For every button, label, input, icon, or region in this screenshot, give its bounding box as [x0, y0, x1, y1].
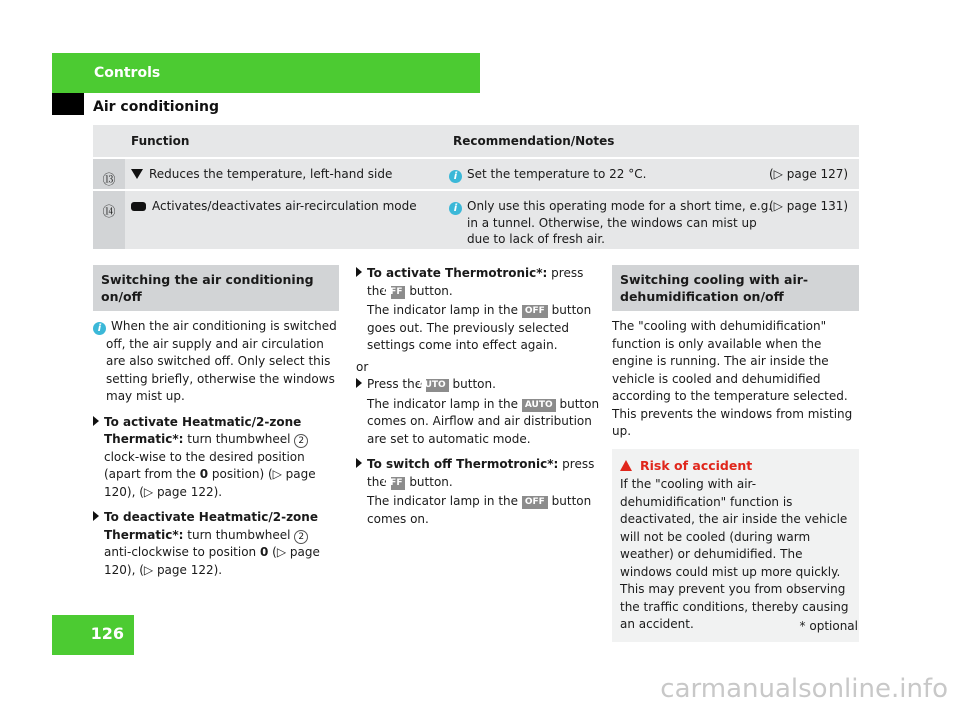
- optional-footnote: * optional: [799, 619, 858, 633]
- recirculation-icon: [131, 202, 146, 211]
- function-table: [93, 125, 859, 251]
- thumbwheel-number: 2: [294, 530, 308, 544]
- section-title: Air conditioning: [93, 99, 219, 115]
- table-header: [93, 125, 859, 159]
- off-button-icon: OFF: [391, 286, 406, 299]
- row-note: i Set the temperature to 22 °C.: [449, 166, 749, 183]
- step-switch-off: To switch off Thermotronic*: press the OFF button.: [356, 456, 602, 491]
- row-ref[interactable]: (▷ page 127): [769, 167, 849, 181]
- arrow-icon: [93, 511, 99, 521]
- auto-button-icon: AUTO: [522, 399, 556, 412]
- arrow-icon: [356, 378, 362, 388]
- dehumidification-body: The "cooling with dehumidification" function is only available when the engine is running. The air inside the vehicle is cooled and dehumidified according to the temperature selected. This prevents the windows from misting up.: [612, 319, 853, 438]
- column-2: [356, 265, 602, 528]
- heading-dehumidification: Switching cooling with air-dehumidification on/off: [612, 265, 859, 311]
- heading-ac-onoff: Switching the air conditioning on/off: [93, 265, 339, 311]
- table-row: [93, 191, 859, 251]
- step-activate: To activate Heatmatic/2-zone Thermatic*: turn thumbwheel 2 clock-wise to the desired position (apart from the 0 position) (▷ page 120), (▷ page 122).: [93, 414, 339, 502]
- thumbwheel-number: 2: [294, 434, 308, 448]
- table-row: [93, 159, 859, 191]
- warning-box: [612, 449, 859, 642]
- step-result: The indicator lamp in the OFF button comes on.: [367, 494, 592, 526]
- step-press-auto: Press the AUTO button.: [356, 376, 602, 394]
- warning-body: If the "cooling with air-dehumidification" function is deactivated, the air inside the vehicle will not be cooled (during warm weather) or dehumidified. The windows could mist up more quickly. This may prevent you from observing the traffic conditions, thereby causing an accident.: [620, 477, 849, 631]
- section-marker: [52, 93, 84, 115]
- chapter-tab: [52, 53, 480, 93]
- row-ref[interactable]: (▷ page 131): [769, 199, 849, 213]
- page-number: 126: [90, 624, 124, 643]
- warning-triangle-icon: [620, 460, 632, 471]
- header-function: Function: [131, 134, 190, 148]
- step-activate-thermotronic: To activate Thermotronic*: press the OFF button.: [356, 265, 602, 300]
- page-number-tab: [52, 615, 134, 655]
- or-label: or: [356, 359, 369, 374]
- column-3: [612, 265, 859, 642]
- column-1: [93, 265, 339, 579]
- arrow-icon: [93, 416, 99, 426]
- off-button-icon: OFF: [391, 477, 406, 490]
- row-number: ⑬: [93, 159, 125, 189]
- warning-title: Risk of accident: [620, 457, 851, 475]
- info-icon: i: [449, 202, 462, 215]
- watermark: carmanualsonline.info: [660, 674, 948, 704]
- header-notes: Recommendation/Notes: [453, 134, 615, 148]
- info-icon: i: [449, 170, 462, 183]
- info-note: i When the air conditioning is switched off, the air supply and air circulation are also switched off. Only select this setting briefly, otherwise the windows may mist up.: [93, 318, 339, 406]
- step-deactivate: To deactivate Heatmatic/2-zone Thermatic*: turn thumbwheel 2 anti-clockwise to position 0 (▷ page 120), (▷ page 122).: [93, 509, 339, 579]
- off-button-icon: OFF: [522, 496, 548, 509]
- arrow-icon: [356, 267, 362, 277]
- arrow-icon: [356, 458, 362, 468]
- off-button-icon: OFF: [522, 305, 548, 318]
- row-function: Activates/deactivates air-recirculation mode: [131, 198, 451, 214]
- info-icon: i: [93, 322, 106, 335]
- step-result: The indicator lamp in the OFF button goes out. The previously selected settings come into effect again.: [367, 303, 592, 352]
- row-number: ⑭: [93, 191, 125, 249]
- step-result: The indicator lamp in the AUTO button comes on. Airflow and air distribution are set to automatic mode.: [367, 396, 600, 446]
- temperature-down-icon: [131, 169, 143, 179]
- row-function: Reduces the temperature, left-hand side: [131, 166, 441, 182]
- chapter-title: Controls: [94, 65, 161, 81]
- row-note: i Only use this operating mode for a short time, e.g. in a tunnel. Otherwise, the windows can mist up due to lack of fresh air.: [449, 198, 775, 247]
- auto-button-icon: AUTO: [426, 379, 449, 392]
